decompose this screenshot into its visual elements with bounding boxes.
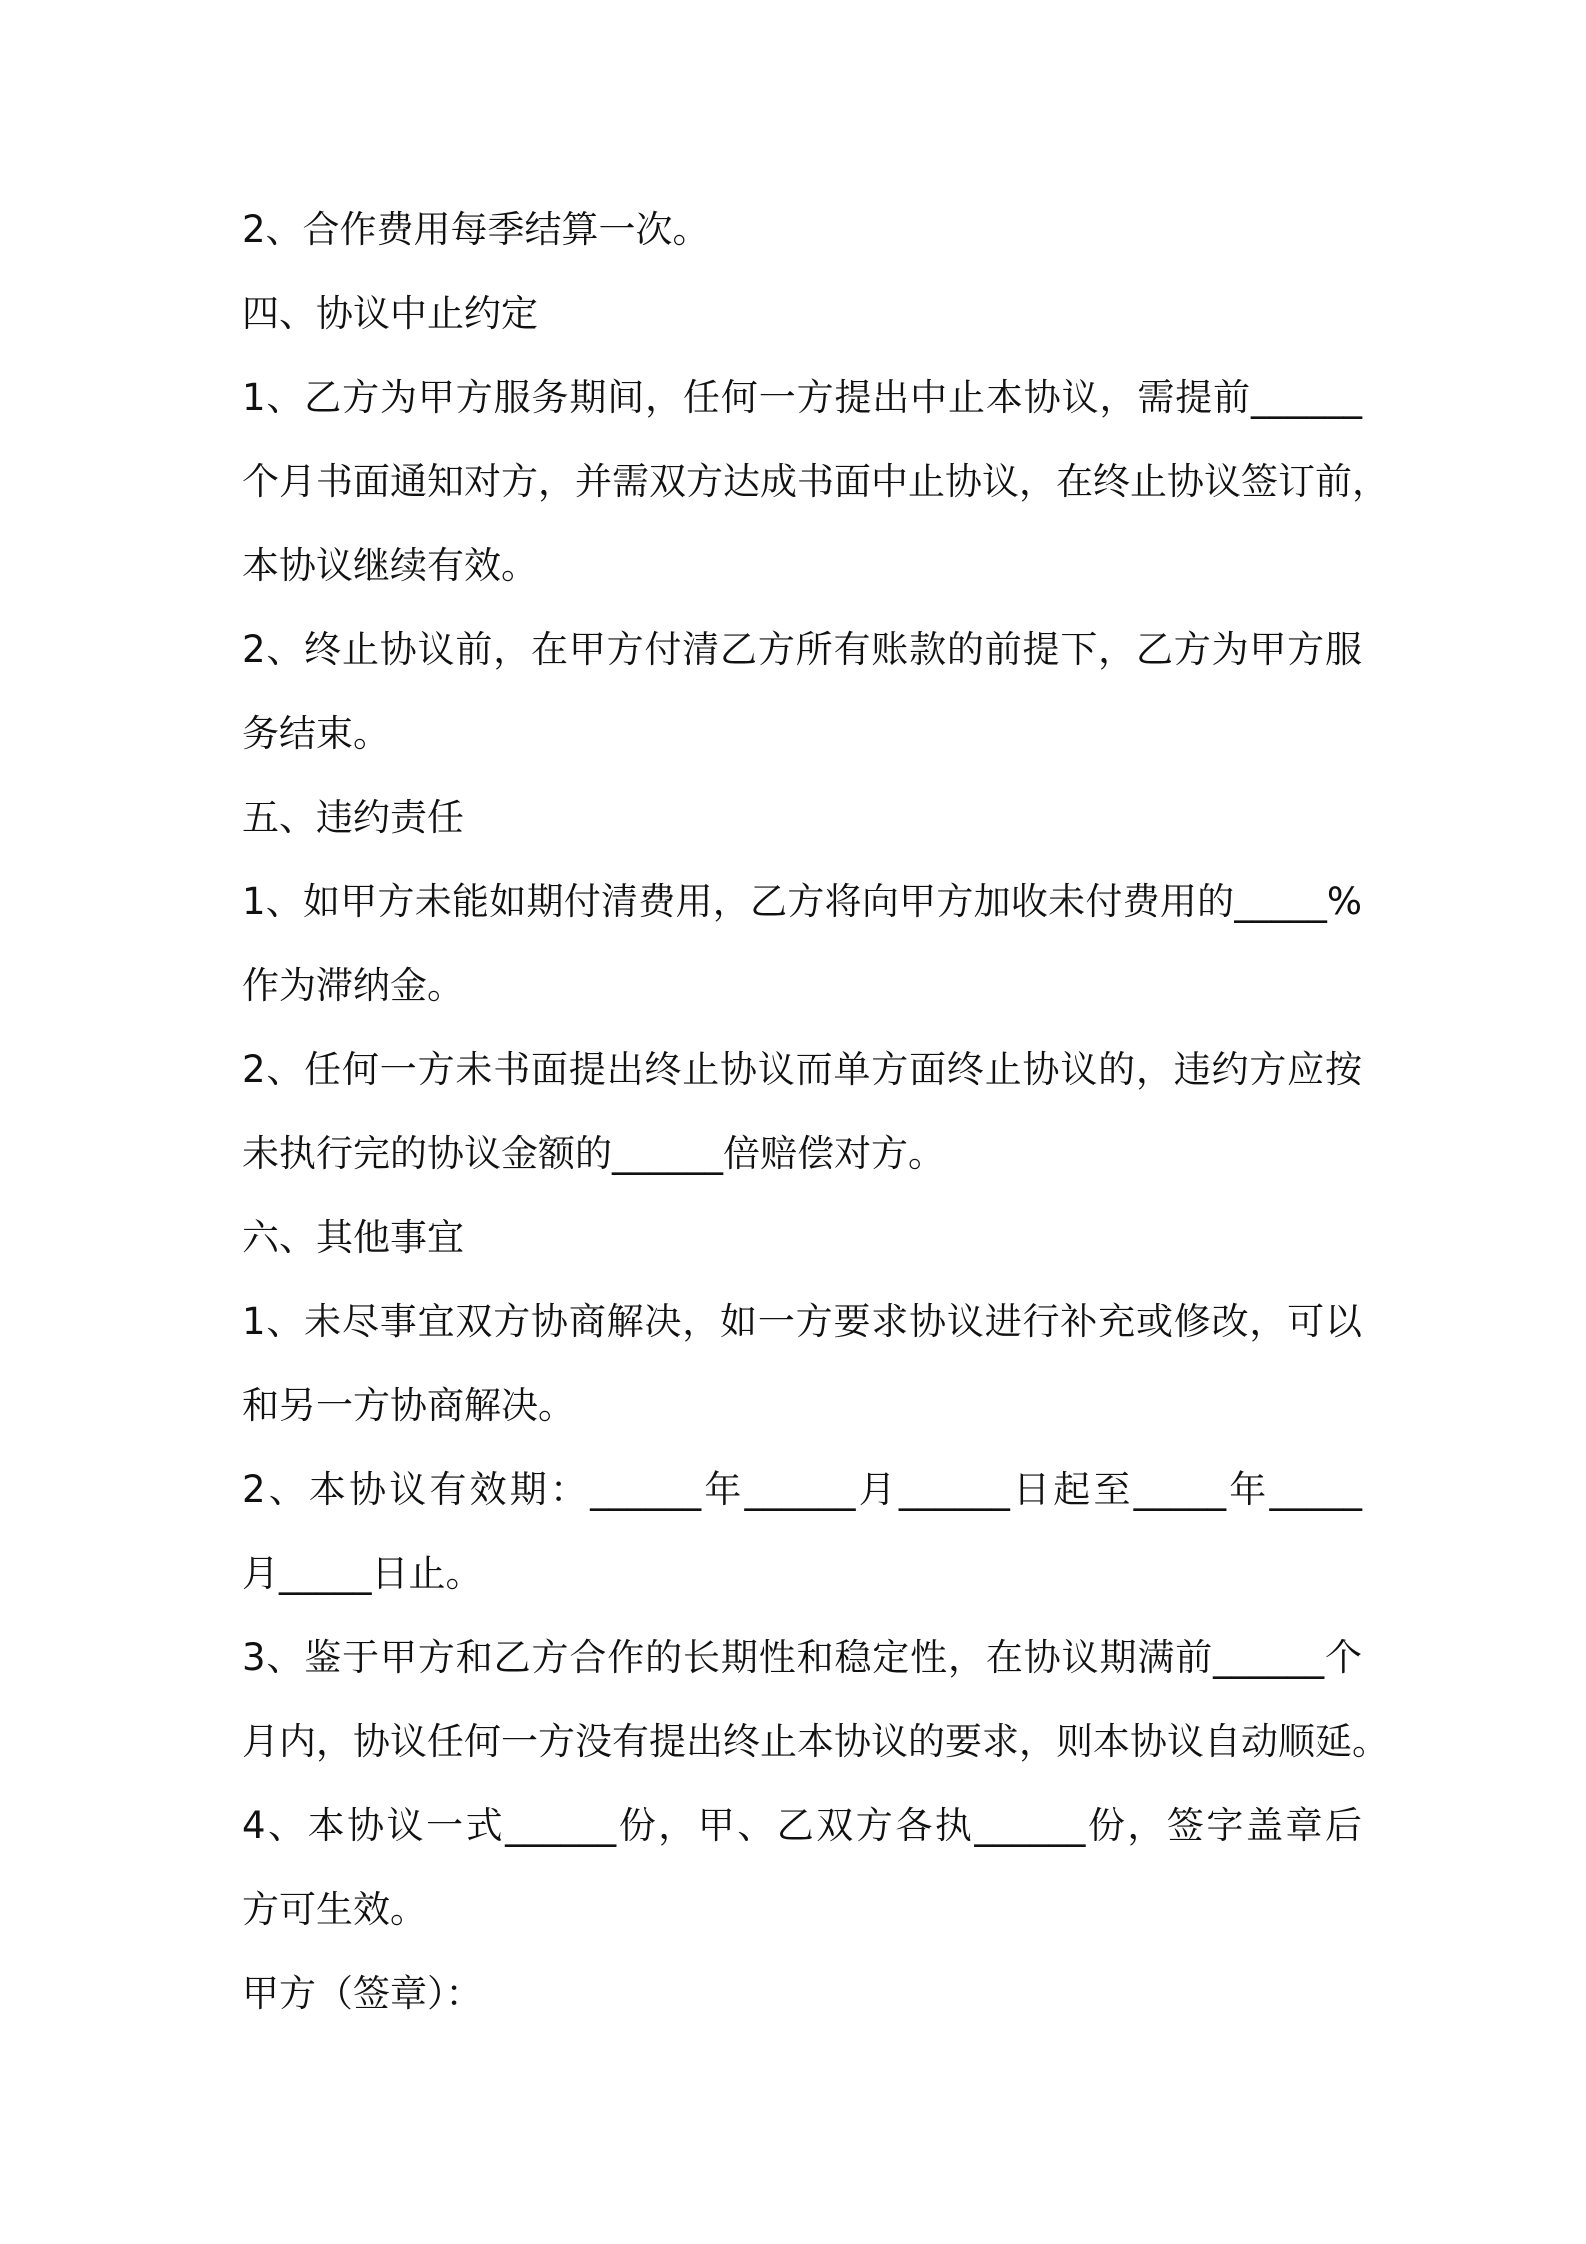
clause-fee-settlement: 2、合作费用每季结算一次。	[242, 208, 710, 251]
clause-4-1-line-2: 个月书面通知对方，并需双方达成书面中止协议，在终止协议签订前，	[242, 460, 1389, 503]
clause-6-4-line-1: 4、本协议一式______份，甲、乙双方各执______份，签字盖章后	[242, 1804, 1362, 1847]
clause-6-1-line-2: 和另一方协商解决。	[242, 1384, 575, 1427]
clause-4-1-line-1: 1、乙方为甲方服务期间，任何一方提出中止本协议，需提前______	[242, 376, 1362, 419]
clause-4-2-line-2: 务结束。	[242, 712, 390, 755]
clause-4-2-line-1: 2、终止协议前，在甲方付清乙方所有账款的前提下，乙方为甲方服	[242, 628, 1362, 671]
section-5-heading: 五、违约责任	[242, 796, 464, 839]
section-4-heading: 四、协议中止约定	[242, 292, 538, 335]
party-a-signature-label: 甲方（签章）：	[242, 1972, 483, 2015]
clause-6-1-line-1: 1、未尽事宜双方协商解决，如一方要求协议进行补充或修改，可以	[242, 1300, 1362, 1343]
clause-5-1-line-2: 作为滞纳金。	[242, 964, 464, 1007]
clause-5-1-line-1: 1、如甲方未能如期付清费用，乙方将向甲方加收未付费用的_____%	[242, 880, 1362, 923]
clause-6-2-line-2: 月_____日止。	[242, 1552, 483, 1595]
section-6-heading: 六、其他事宜	[242, 1216, 464, 1259]
clause-4-1-line-3: 本协议继续有效。	[242, 544, 538, 587]
clause-5-2-line-2: 未执行完的协议金额的______倍赔偿对方。	[242, 1132, 945, 1175]
clause-6-4-line-2: 方可生效。	[242, 1888, 427, 1931]
clause-5-2-line-1: 2、任何一方未书面提出终止协议而单方面终止协议的，违约方应按	[242, 1048, 1362, 1091]
clause-6-3-line-1: 3、鉴于甲方和乙方合作的长期性和稳定性，在协议期满前______个	[242, 1636, 1362, 1679]
clause-6-3-line-2: 月内，协议任何一方没有提出终止本协议的要求，则本协议自动顺延。	[242, 1720, 1389, 1763]
clause-6-2-line-1: 2、本协议有效期：______年______月______日起至_____年_____	[242, 1468, 1362, 1511]
